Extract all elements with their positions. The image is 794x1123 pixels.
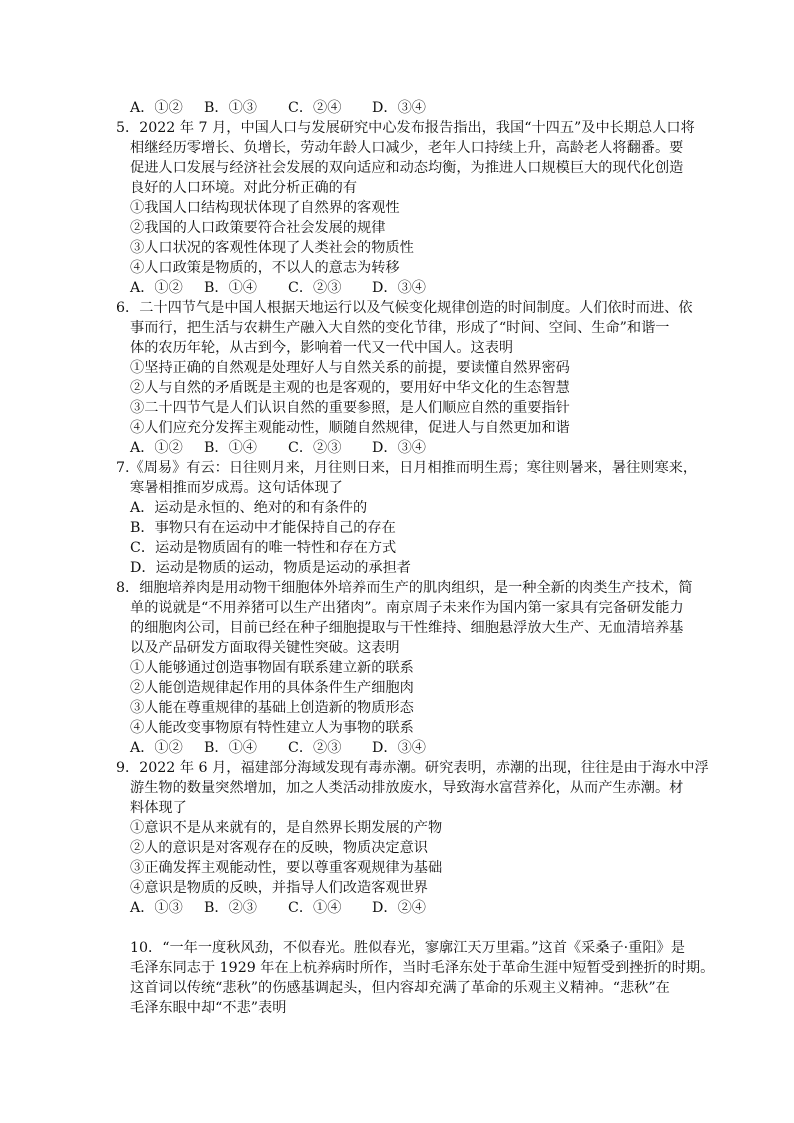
statement-item: ③人口状况的客观性体现了人类社会的物质性 bbox=[130, 240, 414, 256]
question-text: 的细胞肉公司，目前已经在种子细胞提取与干性维持、细胞悬浮放大生产、无血清培养基 bbox=[130, 620, 684, 636]
question-text: 毛泽东眼中却“不悲”表明 bbox=[130, 1000, 287, 1016]
option-c: C．②③ bbox=[288, 740, 342, 756]
question-text: 6．二十四节气是中国人根据天地运行以及气候变化规律创造的时间制度。人们依时而进、依 bbox=[116, 300, 693, 316]
statement-item: ④意识是物质的反映，并指导人们改造客观世界 bbox=[130, 880, 428, 896]
option-c: C．②③ bbox=[288, 440, 342, 456]
statement-item: ②人与自然的矛盾既是主观的也是客观的，要用好中华文化的生态智慧 bbox=[130, 380, 570, 396]
statement-item: ②我国的人口政策要符合社会发展的规律 bbox=[130, 220, 386, 236]
q4-options bbox=[130, 98, 456, 118]
question-text: 8．细胞培养肉是用动物干细胞体外培养而生产的肌肉组织，是一种全新的肉类生产技术，简 bbox=[116, 580, 693, 596]
statement-item: ①我国人口结构现状体现了自然界的客观性 bbox=[130, 200, 400, 216]
option-a: A．①② bbox=[130, 100, 183, 116]
question-text: 寒暑相推而岁成焉。这句话体现了 bbox=[130, 480, 343, 496]
option-b: B．①④ bbox=[204, 740, 257, 756]
question-text: 相继经历零增长、负增长，劳动年龄人口减少，老年人口持续上升，高龄老人将翻番。要 bbox=[130, 140, 684, 156]
statement-item: ③二十四节气是人们认识自然的重要参照，是人们顺应自然的重要指针 bbox=[130, 400, 570, 416]
statement-item: ②人的意识是对客观存在的反映，物质决定意识 bbox=[130, 840, 428, 856]
option-b: B．①③ bbox=[204, 100, 257, 116]
option-c: C．②④ bbox=[288, 100, 342, 116]
question-text: 良好的人口环境。对此分析正确的有 bbox=[130, 180, 358, 196]
option-c: C．②③ bbox=[288, 280, 342, 296]
option-d: D．③④ bbox=[372, 440, 426, 456]
choice-b: B．事物只有在运动中才能保持自己的存在 bbox=[130, 520, 396, 536]
question-text: 10．“一年一度秋风劲，不似春光。胜似春光，寥廓江天万里霜。”这首《采桑子·重阳》是 bbox=[130, 940, 685, 956]
question-text: 单的说就是“不用养猪可以生产出猪肉”。南京周子未来作为国内第一家具有完备研发能力 bbox=[130, 600, 684, 616]
q9-options bbox=[130, 898, 456, 918]
statement-item: ③正确发挥主观能动性，要以尊重客观规律为基础 bbox=[130, 860, 443, 876]
question-text: 7.《周易》有云：日往则月来，月往则日来，日月相推而明生焉；寒往则暑来，暑往则寒来， bbox=[116, 460, 698, 476]
statement-item: ①意识不是从来就有的，是自然界长期发展的产物 bbox=[130, 820, 443, 836]
question-text: 事而行，把生活与农耕生产融入大自然的变化节律，形成了“时间、空间、生命”和谐一 bbox=[130, 320, 670, 336]
choice-d: D．运动是物质的运动，物质是运动的承担者 bbox=[130, 560, 411, 576]
option-d: D．③④ bbox=[372, 280, 426, 296]
option-a: A．①② bbox=[130, 280, 183, 296]
option-d: D．③④ bbox=[372, 100, 426, 116]
q5-options bbox=[130, 278, 456, 298]
statement-item: ③人能在尊重规律的基础上创造新的物质形态 bbox=[130, 700, 414, 716]
statement-item: ①坚持正确的自然观是处理好人与自然关系的前提，要读懂自然界密码 bbox=[130, 360, 570, 376]
option-a: A．①③ bbox=[130, 900, 183, 916]
q6-options bbox=[130, 438, 456, 458]
q8-options bbox=[130, 738, 456, 758]
option-a: A．①② bbox=[130, 740, 183, 756]
statement-item: ①人能够通过创造事物固有联系建立新的联系 bbox=[130, 660, 414, 676]
option-b: B．②③ bbox=[204, 900, 257, 916]
option-b: B．①④ bbox=[204, 280, 257, 296]
statement-item: ②人能创造规律起作用的具体条件生产细胞肉 bbox=[130, 680, 414, 696]
option-d: D．③④ bbox=[372, 740, 426, 756]
option-b: B．①④ bbox=[204, 440, 257, 456]
question-text: 促进人口发展与经济社会发展的双向适应和动态均衡，为推进人口规模巨大的现代化创造 bbox=[130, 160, 684, 176]
option-a: A．①② bbox=[130, 440, 183, 456]
question-text: 游生物的数量突然增加，加之人类活动排放废水，导致海水富营养化，从而产生赤潮。材 bbox=[130, 780, 684, 796]
option-c: C．①④ bbox=[288, 900, 342, 916]
statement-item: ④人口政策是物质的，不以人的意志为转移 bbox=[130, 260, 400, 276]
question-text: 9．2022 年 6 月，福建部分海域发现有毒赤潮。研究表明，赤潮的出现，往往是由于海水中浮 bbox=[116, 760, 709, 776]
statement-item: ④人们应充分发挥主观能动性，顺随自然规律，促进人与自然更加和谐 bbox=[130, 420, 570, 436]
question-text: 5．2022 年 7 月，中国人口与发展研究中心发布报告指出，我国“十四五”及中长期总人口将 bbox=[116, 120, 695, 136]
question-text: 以及产品研发方面取得关键性突破。这表明 bbox=[130, 640, 400, 656]
choice-c: C．运动是物质固有的唯一特性和存在方式 bbox=[130, 540, 397, 556]
question-text: 这首词以传统“悲秋”的伤感基调起头，但内容却充满了革命的乐观主义精神。“悲秋”在 bbox=[130, 980, 670, 996]
question-text: 毛泽东同志于 1929 年在上杭养病时所作，当时毛泽东处于革命生涯中短暂受到挫折的时期。 bbox=[130, 960, 715, 976]
statement-item: ④人能改变事物原有特性建立人为事物的联系 bbox=[130, 720, 414, 736]
question-text: 料体现了 bbox=[130, 800, 187, 816]
question-text: 体的农历年轮，从古到今，影响着一代又一代中国人。这表明 bbox=[130, 340, 514, 356]
choice-a: A．运动是永恒的、绝对的和有条件的 bbox=[130, 500, 368, 516]
option-d: D．②④ bbox=[372, 900, 426, 916]
